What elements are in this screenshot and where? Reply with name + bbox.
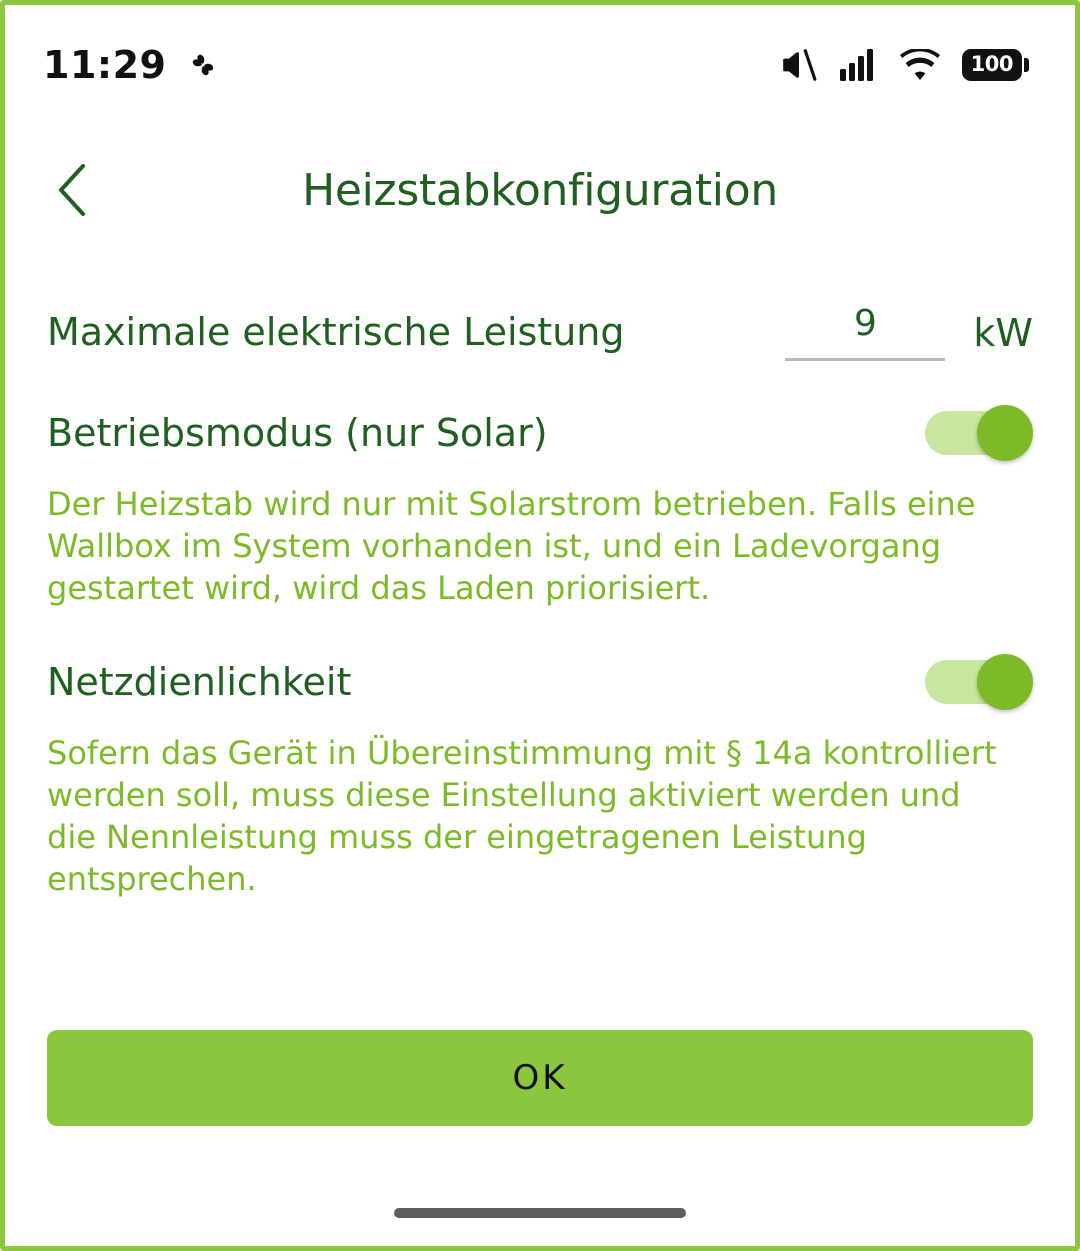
solar-mode-toggle-knob	[977, 405, 1033, 461]
page-title: Heizstabkonfiguration	[302, 164, 778, 216]
max-power-label: Maximale elektrische Leistung	[47, 310, 625, 354]
footer-actions	[47, 1030, 1033, 1126]
solar-mode-description: Der Heizstab wird nur mit Solarstrom betrieben. Falls eine Wallbox im System vorhanden ist, und ein Ladevorgang gestartet wird, wird das Laden priorisiert.	[47, 485, 976, 608]
battery-level: 100	[962, 49, 1022, 81]
max-power-input[interactable]	[785, 303, 945, 361]
grid-service-toggle-knob	[977, 654, 1033, 710]
battery-tip	[1024, 58, 1029, 72]
battery-icon	[962, 49, 1029, 81]
home-indicator[interactable]	[394, 1208, 686, 1218]
mute-icon	[780, 46, 818, 84]
solar-mode-label: Betriebsmodus (nur Solar)	[47, 411, 548, 455]
chevron-left-icon	[55, 162, 91, 218]
grid-service-toggle[interactable]	[925, 654, 1033, 710]
cellular-signal-icon	[840, 49, 878, 81]
grid-service-description: Sofern das Gerät in Übereinstimmung mit § 14a kontrolliert werden soll, muss diese Einstellung aktiviert werden und die Nennleistung muss der eingetragenen Leistung entsprechen.	[47, 733, 997, 899]
max-power-row	[47, 303, 1033, 361]
status-bar-left	[43, 43, 220, 87]
solar-mode-toggle[interactable]	[925, 405, 1033, 461]
status-time: 11:29	[43, 43, 167, 87]
wifi-icon	[900, 49, 940, 81]
grid-service-label: Netzdienlichkeit	[47, 659, 352, 704]
settings-content	[5, 255, 1075, 901]
status-bar	[5, 5, 1075, 125]
solar-mode-row	[47, 405, 1033, 461]
back-button[interactable]	[43, 160, 103, 220]
grid-service-row	[47, 654, 1033, 710]
ok-button[interactable]: OK	[47, 1030, 1033, 1126]
app-bar	[5, 125, 1075, 255]
max-power-unit: kW	[973, 311, 1033, 355]
status-bar-right	[780, 46, 1029, 84]
pinwheel-icon	[186, 48, 220, 82]
max-power-input-wrap	[785, 303, 1033, 361]
